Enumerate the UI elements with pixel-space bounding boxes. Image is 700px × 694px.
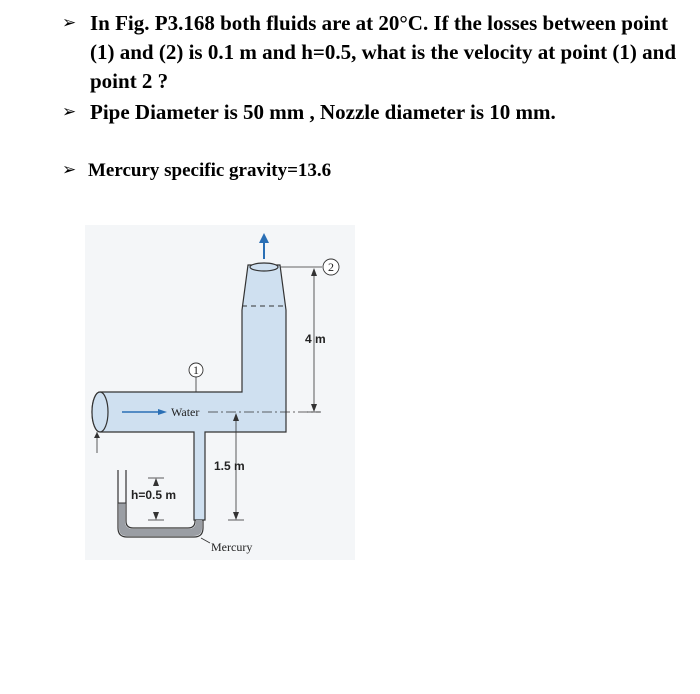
gravity-text: Mercury specific gravity=13.6 [88,160,332,181]
nozzle-exit [250,263,278,271]
height-label: 4 m [305,332,326,346]
pipe-inlet-end [92,392,108,432]
bullet-arrow-icon: ➢ [62,13,77,33]
diameter-text: Pipe Diameter is 50 mm , Nozzle diameter is 10 mm. [90,100,556,124]
mercury-label: Mercury [211,540,253,554]
point1-label: 1 [193,363,199,377]
bullet-arrow-icon: ➢ [62,160,77,180]
question-text: In Fig. P3.168 both fluids are at 20°C. If the losses between point (1) and (2) is 0.1 m and h=0.5, what is the velocity at point (1) and point 2 ? [90,11,677,93]
bullet-arrow-icon: ➢ [62,102,77,122]
manometer-label: h=0.5 m [131,488,177,502]
water-label: Water [171,405,200,419]
depth-label: 1.5 m [214,459,245,473]
point2-label: 2 [328,260,334,274]
pipe-nozzle-diagram [85,225,355,560]
